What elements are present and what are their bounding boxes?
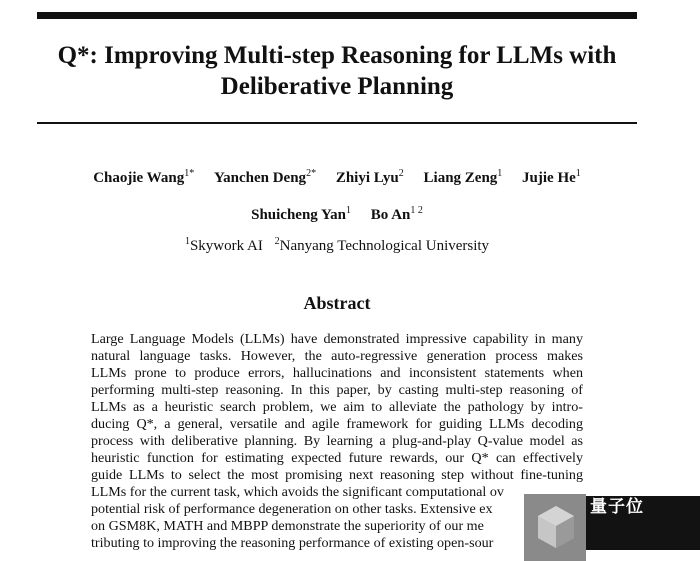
abstract-line: LLMs prone to produce errors, hallucinations and inconsistent statements when bbox=[91, 365, 583, 381]
watermark-text bbox=[590, 496, 700, 519]
author-name: Zhiyi Lyu bbox=[335, 170, 399, 186]
author-name: Bo An bbox=[370, 207, 411, 223]
abstract-line: natural language tasks. However, the auto-regressive generation process makes bbox=[91, 348, 583, 364]
author bbox=[336, 164, 404, 188]
abstract-line: LLMs for the current task, which avoids the significant computational ov bbox=[91, 484, 504, 500]
author bbox=[522, 164, 581, 188]
author-row-1 bbox=[37, 164, 637, 188]
abstract-line: Large Language Models (LLMs) have demonstrated impressive capability in many bbox=[91, 331, 583, 347]
author-affiliation-mark: 1 bbox=[497, 168, 503, 179]
abstract-line: guide LLMs to select the most promising next reasoning step without fine-tuning bbox=[91, 467, 583, 483]
polyhedron-logo-icon bbox=[536, 504, 576, 550]
title-rule bbox=[37, 122, 637, 124]
affiliation-mark: 1 bbox=[184, 236, 190, 247]
abstract-line: on GSM8K, MATH and MBPP demonstrate the superiority of our me bbox=[91, 518, 484, 534]
top-rule bbox=[37, 12, 637, 19]
author-affiliation-mark: 1 bbox=[346, 205, 352, 216]
affiliation-mark: 2 bbox=[274, 236, 280, 247]
affiliations bbox=[37, 232, 637, 256]
abstract-body bbox=[91, 331, 583, 552]
watermark-overlay bbox=[524, 494, 700, 561]
author-name: Liang Zeng bbox=[423, 170, 498, 186]
abstract-line: ducing Q*, a general, versatile and agile framework for guiding LLMs decoding bbox=[91, 416, 583, 432]
author-affiliation-mark: 2 bbox=[398, 168, 404, 179]
abstract-line: process with deliberative planning. By learning a plug-and-play Q-value model as bbox=[91, 433, 583, 449]
author-affiliation-mark: 1* bbox=[184, 168, 195, 179]
paper-title bbox=[37, 40, 637, 102]
author-name: Shuicheng Yan bbox=[251, 207, 347, 223]
author-list bbox=[37, 164, 637, 238]
abstract-line: heuristic function for estimating expected future rewards, our Q* can effectively bbox=[91, 450, 583, 466]
abstract-line: potential risk of performance degeneration on other tasks. Extensive ex bbox=[91, 501, 493, 517]
affiliation-name: Skywork AI bbox=[189, 238, 263, 254]
author-affiliation-mark: 2* bbox=[306, 168, 317, 179]
author bbox=[424, 164, 503, 188]
author bbox=[251, 201, 351, 225]
author-affiliation-mark: 1 bbox=[575, 168, 581, 179]
abstract-heading: Abstract bbox=[303, 293, 371, 313]
author bbox=[214, 164, 316, 188]
author-name: Chaojie Wang bbox=[93, 170, 185, 186]
watermark-line-1: 量子位 bbox=[590, 497, 644, 517]
author bbox=[93, 164, 194, 188]
author-affiliation-mark: 1 2 bbox=[410, 205, 423, 216]
affiliation bbox=[275, 238, 489, 254]
author bbox=[371, 201, 423, 225]
author-name: Yanchen Deng bbox=[213, 170, 307, 186]
abstract-line: LLMs as a heuristic search problem, we aim to alleviate the pathology by intro- bbox=[91, 399, 583, 415]
affiliation-name: Nanyang Technological University bbox=[279, 238, 490, 254]
affiliation bbox=[185, 238, 263, 254]
abstract-line: performing multi-step reasoning. In this paper, by casting multi-step reasoning of bbox=[91, 382, 583, 398]
title-line-2: Deliberative Planning bbox=[220, 73, 454, 100]
abstract-line: tributing to improving the reasoning performance of existing open-sour bbox=[91, 535, 494, 551]
author-row-2 bbox=[37, 201, 637, 225]
title-line-1: Q*: Improving Multi-step Reasoning for LLMs with bbox=[57, 42, 617, 69]
author-name: Jujie He bbox=[522, 170, 576, 186]
